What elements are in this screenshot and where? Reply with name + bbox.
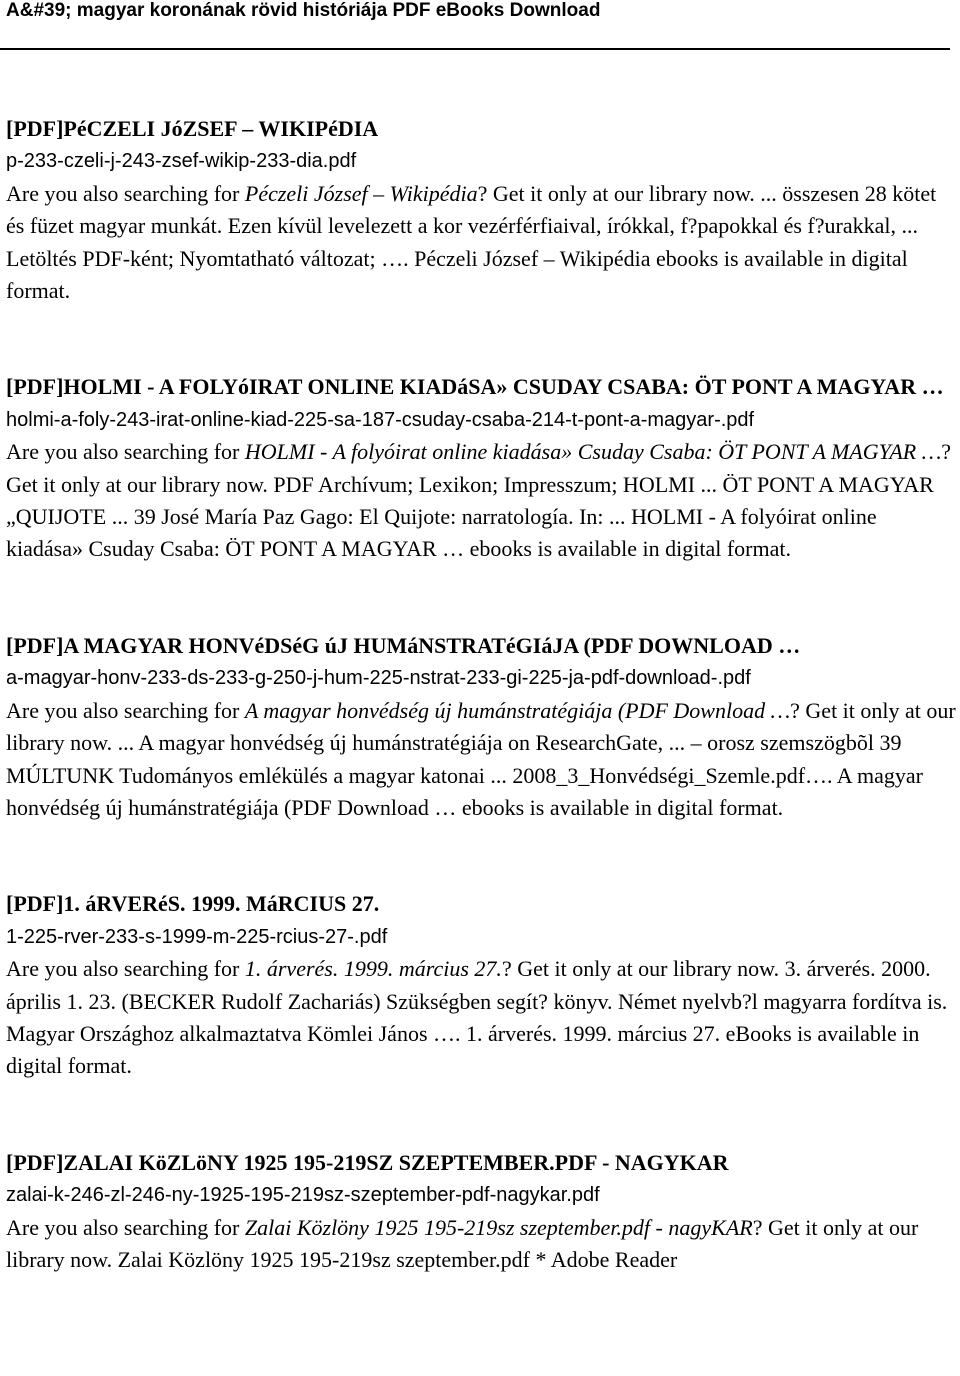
- page-header: [0, 0, 960, 52]
- result-filename: zalai-k-246-zl-246-ny-1925-195-219sz-szeptember-pdf-nagykar.pdf: [6, 1184, 600, 1207]
- desc-text: ? Get it only at our library now. ... A magyar honvédség új humánstratégiája on ResearchGate, ... – orosz szemszögbõl 39 MÚLTUNK Tudományos emlékülés a magyar katonai ... 2008_3_Honvédségi_Szemle.pdf…. A magyar honvédség új humánstratégiája (PDF Download … ebooks is available in digital format.: [6, 697, 956, 820]
- results-list: [6, 113, 956, 1340]
- result-description: [6, 1212, 956, 1277]
- desc-query: Zalai Közlöny 1925 195-219sz szeptember.pdf - nagyKAR: [244, 1214, 753, 1240]
- desc-query: Péczeli József – Wikipédia: [244, 180, 478, 206]
- page-title: A&#39; magyar koronának rövid históriája PDF eBooks Download: [6, 0, 601, 21]
- result-description: [6, 953, 956, 1083]
- result-entry: [6, 1147, 956, 1277]
- result-description: [6, 436, 956, 566]
- desc-text: ? Get it only at our library now. PDF Archívum; Lexikon; Impresszum; HOLMI ... ÖT PONT A MAGYAR „QUIJOTE ... 39 José María Paz Gago: El Quijote: narratología. In: ... HOLMI - A folyóirat online kiadása» Csuday Csaba: ÖT PONT A MAGYAR … ebooks is available in digital format.: [6, 439, 952, 562]
- result-filename: p-233-czeli-j-243-zsef-wikip-233-dia.pdf: [6, 150, 357, 173]
- desc-query: HOLMI - A folyóirat online kiadása» Csuday Csaba: ÖT PONT A MAGYAR …: [244, 439, 942, 465]
- desc-query: 1. árverés. 1999. március 27.: [244, 956, 502, 982]
- result-filename: holmi-a-foly-243-irat-online-kiad-225-sa-187-csuday-csaba-214-t-pont-a-magyar-.pdf: [6, 408, 755, 431]
- desc-text: Are you also searching for: [6, 439, 245, 465]
- desc-text: ? Get it only at our library now. 3. árverés. 2000. április 1. 23. (BECKER Rudolf Zachariás) Szükségben segít? könyv. Német nyelvb?l magyarra fordítva is. Magyar Országhoz alkalmaztatva Kömlei János …. 1. árverés. 1999. március 27. eBooks is available in digital format.: [6, 956, 948, 1079]
- result-entry: [6, 888, 956, 1082]
- desc-text: ? Get it only at our library now. ... összesen 28 kötet és füzet magyar munkát. Ezen kívül levelezett a kor vezérférfiaival, írókkal, f?papokkal és f?urakkal, ... Letöltés PDF-ként; Nyomtatható változat; …. Péczeli József – Wikipédia ebooks is available in digital format.: [6, 180, 937, 304]
- result-entry: [6, 630, 956, 824]
- result-filename: 1-225-rver-233-s-1999-m-225-rcius-27-.pdf: [6, 925, 388, 948]
- result-entry: [6, 113, 956, 307]
- result-title[interactable]: [PDF]1. áRVERéS. 1999. MáRCIUS 27.: [6, 891, 380, 917]
- desc-text: Are you also searching for: [6, 956, 245, 982]
- desc-text: Are you also searching for: [6, 697, 245, 723]
- result-filename: a-magyar-honv-233-ds-233-g-250-j-hum-225-nstrat-233-gi-225-ja-pdf-download-.pdf: [6, 667, 751, 690]
- desc-text: Are you also searching for: [6, 1214, 245, 1240]
- desc-text: ? Get it only at our library now. Zalai Közlöny 1925 195-219sz szeptember.pdf * Adobe Reader: [6, 1214, 919, 1272]
- result-description: [6, 178, 956, 308]
- desc-text: Are you also searching for: [6, 180, 245, 206]
- result-title[interactable]: [PDF]A MAGYAR HONVéDSéG úJ HUMáNSTRATéGIáJA (PDF DOWNLOAD …: [6, 632, 801, 658]
- result-description: [6, 695, 956, 825]
- desc-query: A magyar honvédség új humánstratégiája (PDF Download …: [244, 697, 791, 723]
- result-title[interactable]: [PDF]HOLMI - A FOLYóIRAT ONLINE KIADáSA» CSUDAY CSABA: ÖT PONT A MAGYAR …: [6, 374, 944, 400]
- header-divider: [0, 48, 950, 50]
- result-title[interactable]: [PDF]PéCZELI JóZSEF – WIKIPéDIA: [6, 116, 379, 141]
- result-title[interactable]: [PDF]ZALAI KöZLöNY 1925 195-219SZ SZEPTEMBER.PDF - NAGYKAR: [6, 1149, 729, 1175]
- result-entry: [6, 371, 956, 565]
